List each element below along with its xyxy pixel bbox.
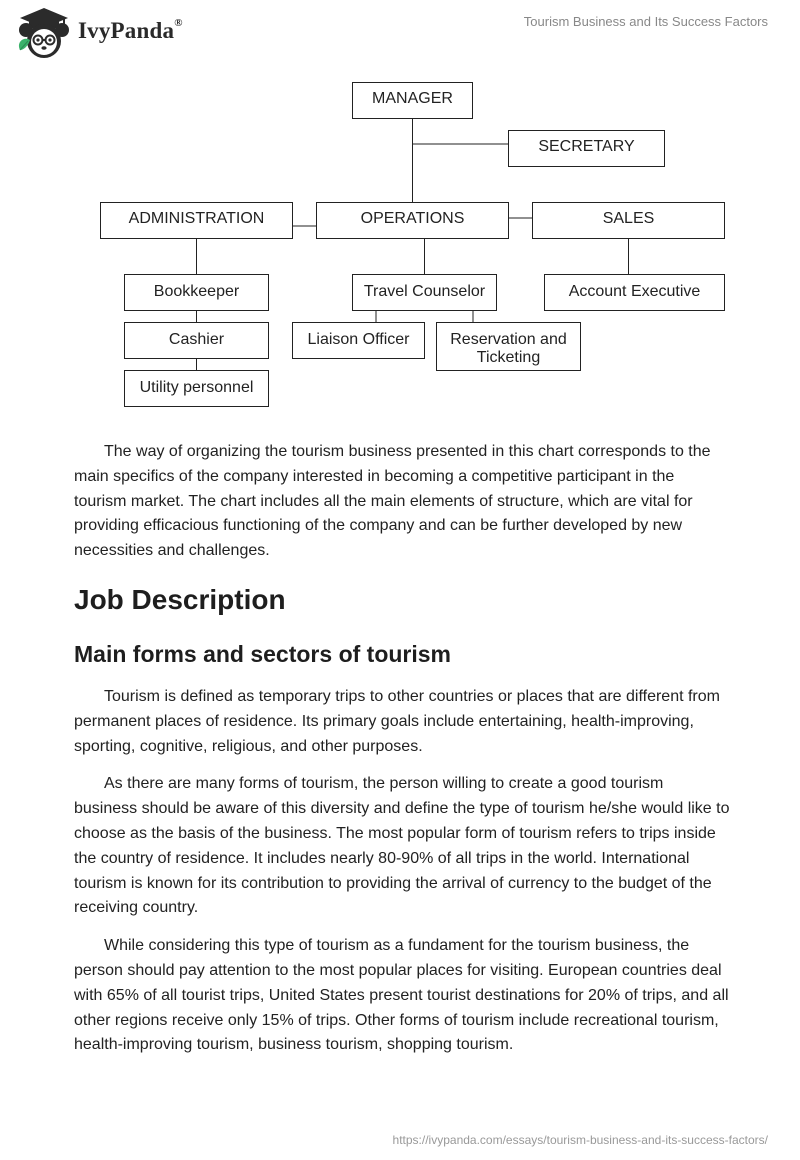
label-reservation-line2: Ticketing: [476, 349, 541, 366]
subsection-heading-tourism-forms: Main forms and sectors of tourism: [74, 640, 452, 667]
label-reservation-line1: Reservation and: [450, 331, 567, 348]
label-sales: SALES: [602, 210, 655, 227]
label-account-executive: Account Executive: [568, 283, 701, 300]
paragraph-tourism-forms: As there are many forms of tourism, the person willing to create a good tourism business should be aware of this diversity and define the type of tourism he/she would like to choose as the basis of the business. The most popular form of tourism refers to trips inside the country of residence. It includes nearly 80-90% of all trips in the world. International tourism is known for its contribution to providing the arrival of currency to the budget of the receiving country.: [74, 775, 730, 917]
label-administration: ADMINISTRATION: [128, 210, 265, 227]
org-chart: [0, 70, 800, 420]
label-operations: OPERATIONS: [360, 210, 465, 227]
label-utility: Utility personnel: [139, 379, 254, 396]
label-bookkeeper: Bookkeeper: [153, 283, 240, 300]
article-body: [74, 440, 730, 1071]
brand-text: IvyPanda: [78, 18, 175, 43]
label-cashier: Cashier: [168, 331, 225, 348]
registered-mark: ®: [174, 17, 183, 30]
brand-name[interactable]: [78, 18, 183, 44]
source-url-link[interactable]: https://ivypanda.com/essays/tourism-business-and-its-success-factors/: [392, 1133, 768, 1147]
document-title: Tourism Business and Its Success Factors: [523, 14, 768, 29]
label-secretary: SECRETARY: [538, 138, 635, 155]
ivypanda-logo-icon[interactable]: [14, 6, 74, 60]
label-travel-counselor: Travel Counselor: [363, 283, 486, 300]
paragraph-tourism-definition: Tourism is defined as temporary trips to other countries or places that are different from permanent places of residence. Its primary goals include entertaining, health-improving, sporting, cognitive, religious, and other purposes.: [74, 687, 720, 755]
section-heading-job-description: Job Description: [74, 583, 286, 615]
label-manager: MANAGER: [372, 90, 453, 107]
label-liaison-officer: Liaison Officer: [307, 331, 410, 348]
paragraph-chart-summary: The way of organizing the tourism business presented in this chart corresponds to the main specifics of the company interested in becoming a competitive participant in the tourism market. The chart includes all the main elements of structure, which are vital for providing efficacious functioning of the company and can be further developed by new necessities and challenges.: [74, 443, 711, 560]
page-header: [0, 0, 800, 60]
paragraph-popular-destinations: While considering this type of tourism as a fundament for the tourism business, the person should pay attention to the most popular places for visiting. European countries deal with 65% of all tourist trips, United States present tourist destinations for 20% of trips, and all other regions receive only 15% of trips. Other forms of tourism include recreational tourism, health-improving tourism, business tourism, shopping tourism.: [74, 937, 729, 1054]
